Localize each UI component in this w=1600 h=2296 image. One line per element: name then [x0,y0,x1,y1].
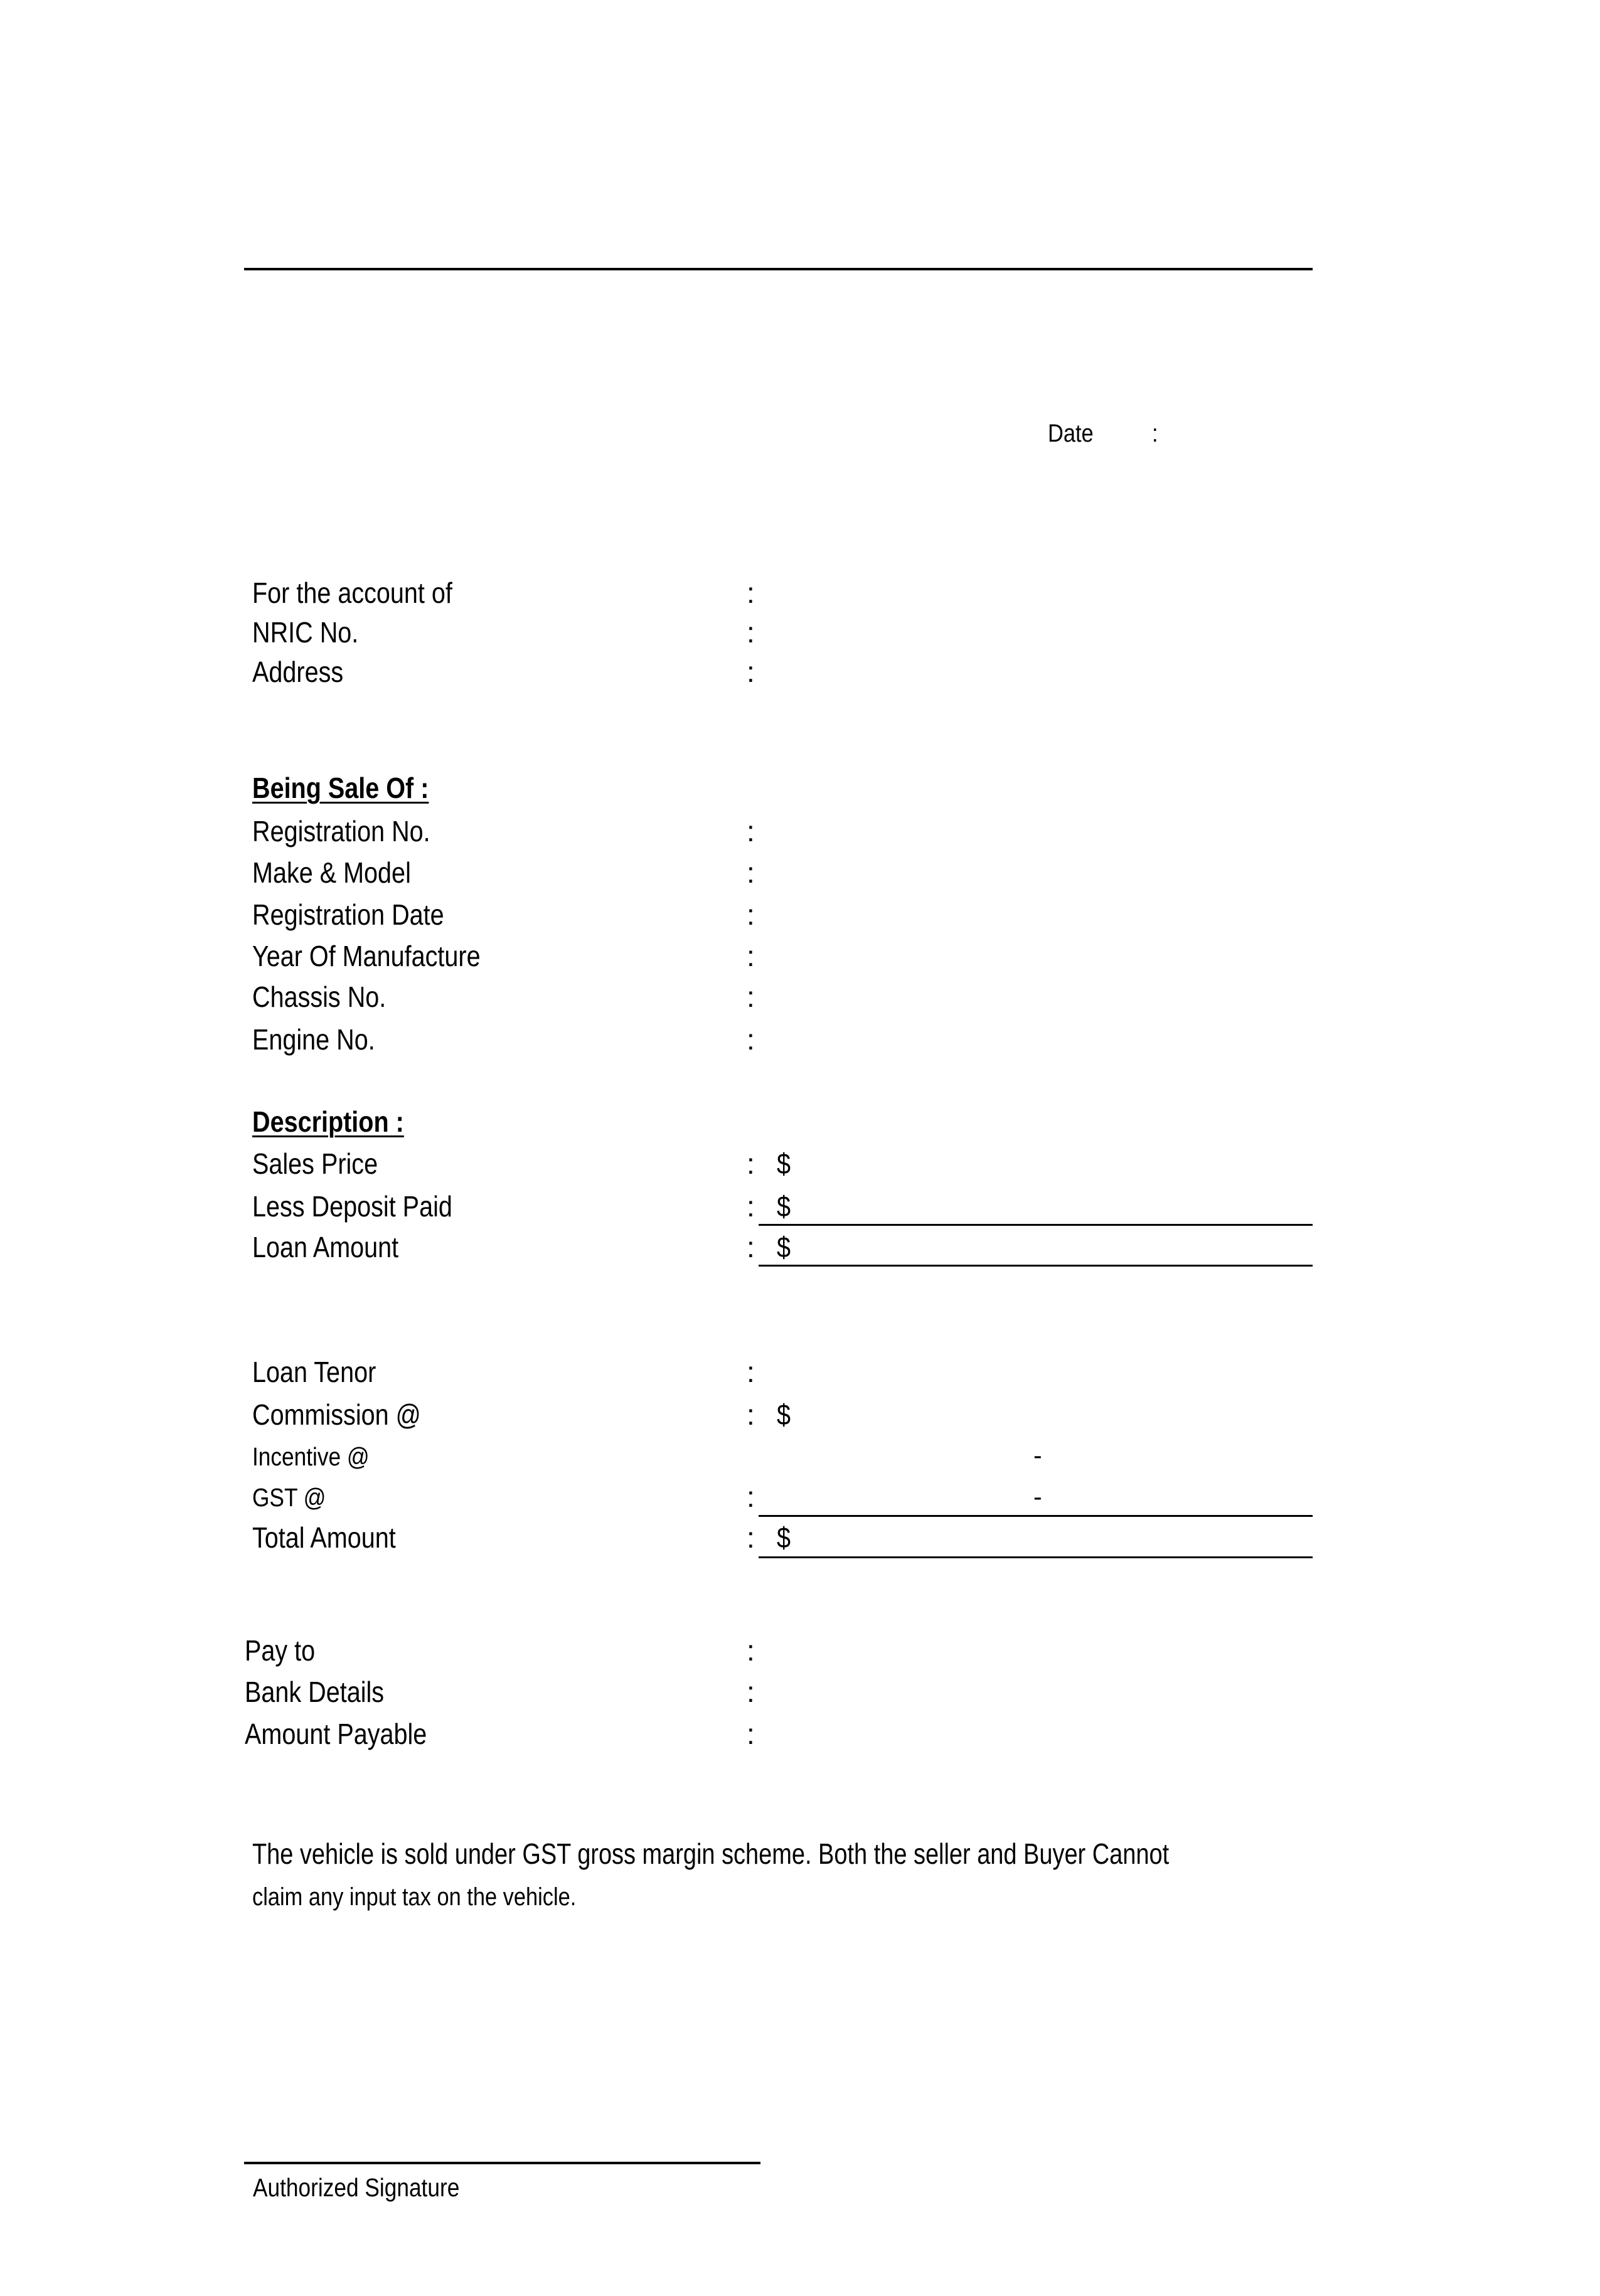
gst-underline [759,1515,1313,1517]
account-of-label: For the account of [252,577,452,609]
account-of-value[interactable] [778,578,1102,609]
total-amount-underline [759,1556,1313,1558]
chassis-no-separator: : [747,981,755,1013]
year-of-manufacture-separator: : [747,940,755,972]
chassis-no-value[interactable] [778,982,1102,1012]
gst-notice-line-2: claim any input tax on the vehicle. [252,1883,577,1911]
total-amount-label: Total Amount [252,1521,396,1554]
signature-line [244,2162,760,2164]
gst-value[interactable]: - [1033,1482,1042,1511]
sales-price-separator: : [747,1147,755,1180]
account-of-separator: : [747,577,755,609]
total-amount-separator: : [747,1521,755,1554]
amount-payable-separator: : [747,1718,755,1750]
loan-amount-currency: $ [777,1231,791,1263]
sales-price-value[interactable] [809,1149,1187,1179]
gst-separator: : [747,1480,755,1513]
make-model-separator: : [747,856,755,889]
pay-to-label: Pay to [245,1634,316,1667]
description-heading: Description : [252,1105,404,1138]
total-amount-currency: $ [777,1521,791,1554]
registration-date-separator: : [747,898,755,931]
loan-amount-underline [759,1265,1313,1267]
make-model-value[interactable] [778,858,1102,888]
gst-label: GST @ [252,1483,326,1512]
loan-tenor-separator: : [747,1356,755,1388]
engine-no-value[interactable] [778,1025,1102,1055]
address-value[interactable] [778,657,1102,688]
registration-no-value[interactable] [778,817,1102,847]
amount-payable-value[interactable] [778,1719,1156,1750]
nric-separator: : [747,616,755,649]
incentive-value[interactable]: - [1033,1441,1042,1470]
bank-details-value[interactable] [778,1677,1156,1708]
incentive-label: Incentive @ [252,1442,370,1471]
loan-amount-separator: : [747,1231,755,1263]
date-value[interactable] [1173,421,1281,447]
date-label: Date [1048,420,1094,447]
amount-payable-label: Amount Payable [245,1718,427,1750]
registration-date-label: Registration Date [252,898,444,931]
registration-date-value[interactable] [778,900,1102,930]
loan-amount-value[interactable] [809,1233,1187,1263]
address-separator: : [747,656,755,688]
year-of-manufacture-label: Year Of Manufacture [252,940,481,972]
loan-tenor-label: Loan Tenor [252,1356,376,1388]
less-deposit-paid-label: Less Deposit Paid [252,1190,452,1223]
make-model-label: Make & Model [252,856,411,889]
header-rule [244,268,1313,270]
nric-label: NRIC No. [252,616,359,649]
authorized-signature-label: Authorized Signature [253,2173,460,2202]
chassis-no-label: Chassis No. [252,981,387,1013]
registration-no-label: Registration No. [252,815,430,848]
commission-label: Commission @ [252,1398,421,1431]
address-label: Address [252,656,344,688]
registration-no-separator: : [747,815,755,848]
less-deposit-paid-separator: : [747,1190,755,1223]
sales-price-currency: $ [777,1147,791,1180]
nric-value[interactable] [778,618,1102,648]
year-of-manufacture-value[interactable] [778,942,1102,972]
pay-to-value[interactable] [778,1636,1156,1666]
commission-separator: : [747,1398,755,1431]
sales-price-label: Sales Price [252,1147,378,1180]
bank-details-separator: : [747,1676,755,1708]
being-sale-of-heading: Being Sale Of : [252,772,429,804]
less-deposit-underline [759,1224,1313,1226]
total-amount-value[interactable] [809,1523,1187,1553]
engine-no-label: Engine No. [252,1023,375,1056]
less-deposit-paid-value[interactable] [809,1192,1187,1222]
commission-currency: $ [777,1398,791,1431]
commission-value[interactable] [809,1400,1187,1430]
gst-notice-line-1: The vehicle is sold under GST gross margin scheme. Both the seller and Buyer Cannot [252,1837,1170,1870]
engine-no-separator: : [747,1023,755,1056]
loan-amount-label: Loan Amount [252,1231,399,1263]
bank-details-label: Bank Details [245,1676,385,1708]
pay-to-separator: : [747,1634,755,1667]
date-separator: : [1152,420,1158,447]
loan-tenor-value[interactable] [778,1358,1156,1388]
less-deposit-paid-currency: $ [777,1190,791,1223]
